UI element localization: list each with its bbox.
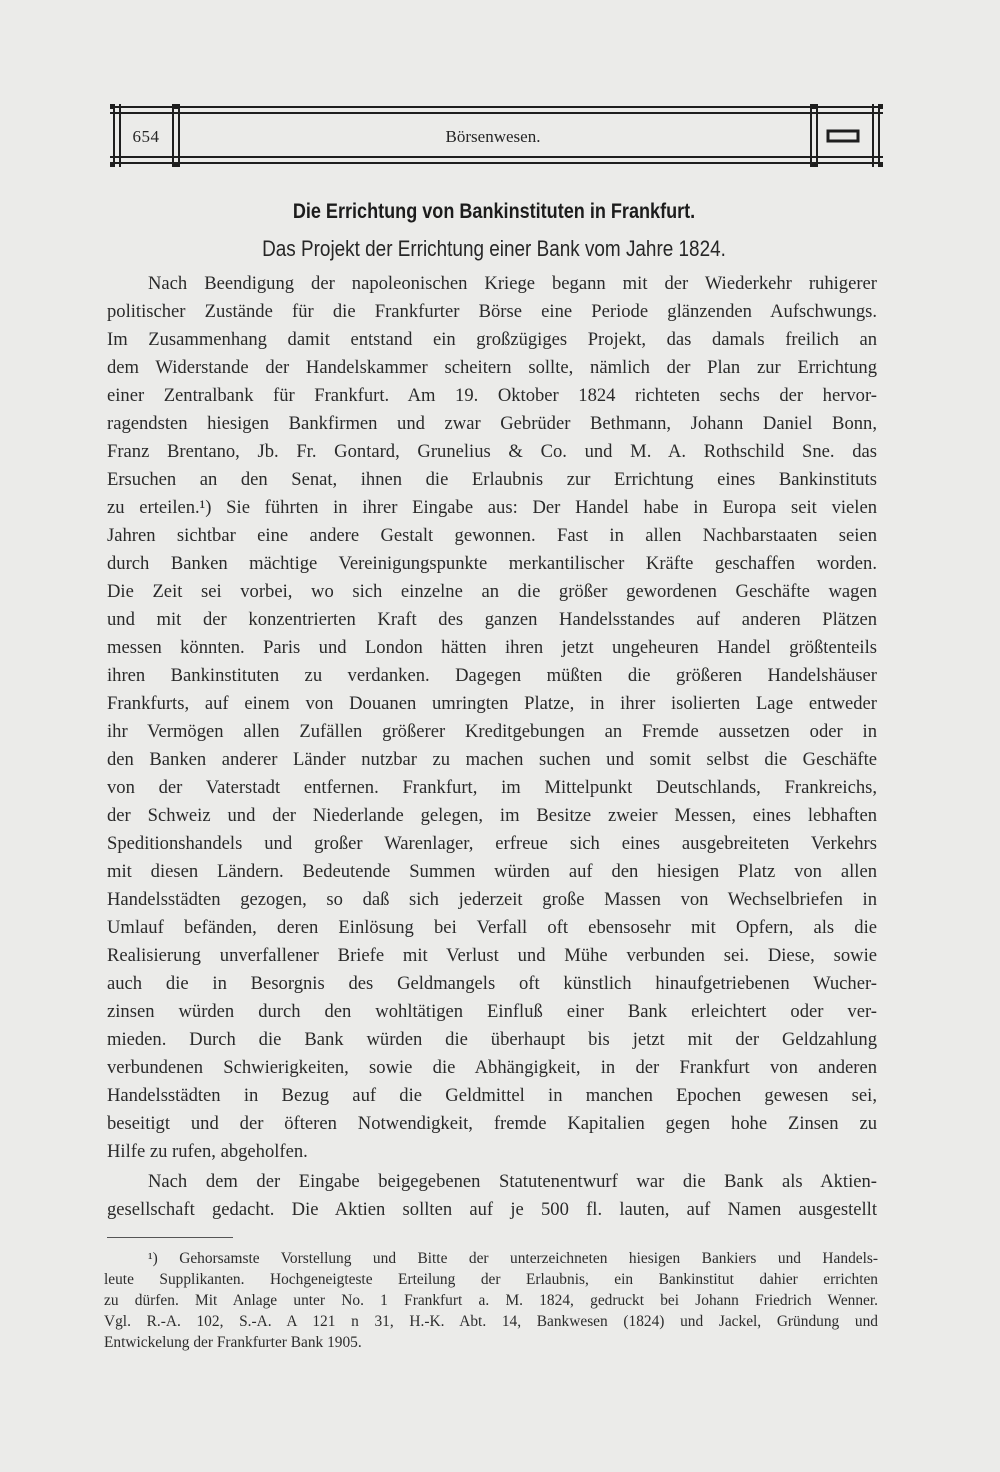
text-line: einer Zentralbank für Frankfurt. Am 19. Oktober 1824 richteten sechs der hervor- [107, 385, 877, 406]
text-line: Nach dem der Eingabe beigegebenen Statutenentwurf war die Bank als Aktien- [148, 1171, 877, 1192]
text-line: durch Banken mächtige Vereinigungspunkte merkantilischer Kräfte geschaffen worden. [107, 553, 877, 574]
text-line: Franz Brentano, Jb. Fr. Gontard, Grunelius & Co. und M. A. Rothschild Sne. das [107, 441, 877, 462]
footnote-line: Entwickelung der Frankfurter Bank 1905. [104, 1334, 362, 1351]
text-line: Hilfe zu rufen, abgeholfen. [107, 1141, 308, 1162]
text-line: auch die in Besorgnis des Geldmangels oft künstlich hinaufgetriebenen Wucher- [107, 973, 877, 994]
text-line: dem Widerstande der Handelskammer scheitern sollte, nämlich der Plan zur Errichtung [107, 357, 877, 378]
text-line: Nach Beendigung der napoleonischen Kriege begann mit der Wiederkehr ruhigerer [148, 273, 877, 294]
text-line: den Banken anderer Länder nutzbar zu machen suchen und somit selbst die Geschäfte [107, 749, 877, 770]
text-line: zinsen würden durch den wohltätigen Einfluß einer Bank erleichtert oder ver- [107, 1001, 877, 1022]
section-subtitle: Das Projekt der Errichtung einer Bank vom Jahre 1824. [262, 236, 726, 261]
text-line: verbundenen Schwierigkeiten, sowie die Abhängigkeit, in der Frankfurt von anderen [107, 1057, 877, 1078]
footnote-rule [107, 1237, 233, 1238]
page-number: 654 [132, 127, 160, 146]
text-line: Handelsstädten in Bezug auf die Geldmittel in manchen Epochen gewesen sei, [107, 1085, 877, 1106]
text-line: ihren Bankinstituten zu verdanken. Dagegen müßten die größeren Handelshäuser [107, 665, 877, 686]
text-line: ragendsten hiesigen Bankfirmen und zwar Gebrüder Bethmann, Johann Daniel Bonn, [107, 413, 877, 434]
text-line: und mit der konzentrierten Kraft des ganzen Handelsstandes auf anderen Plätzen [107, 609, 877, 630]
running-head: Börsenwesen. [445, 127, 541, 146]
text-line: gesellschaft gedacht. Die Aktien sollten auf je 500 fl. lauten, auf Namen ausgestellt [107, 1199, 877, 1220]
section-title: Die Errichtung von Bankinstituten in Frankfurt. [292, 200, 696, 223]
text-line: mieden. Durch die Bank würden die überhaupt bis jetzt mit der Geldzahlung [107, 1029, 877, 1050]
footnote-line: Vgl. R.-A. 102, S.-A. A 121 n 31, H.-K. Abt. 14, Bankwesen (1824) und Jackel, Gründung und [104, 1313, 878, 1330]
text-line: der Schweiz und der Niederlande gelegen, im Besitze zweier Messen, eines lebhaften [107, 805, 877, 826]
footnote-line: zu dürfen. Mit Anlage unter No. 1 Frankfurt a. M. 1824, gedruckt bei Johann Friedrich Wenner. [104, 1292, 878, 1309]
text-line: Ersuchen an den Senat, ihnen die Erlaubnis zur Errichtung eines Bankinstituts [107, 469, 877, 490]
text-line: politischer Zustände für die Frankfurter Börse eine Periode glänzenden Aufschwungs. [107, 301, 877, 322]
footnote-line: ¹) Gehorsamste Vorstellung und Bitte der unterzeichneten hiesigen Bankiers und Handels- [148, 1250, 878, 1267]
text-line: Realisierung unverfallener Briefe mit Verlust und Mühe verbunden sei. Diese, sowie [107, 945, 877, 966]
text-line: Umlauf befänden, deren Einlösung bei Verfall oft ebensosehr mit Opfern, als die [107, 917, 877, 938]
text-line: Speditionshandels und großer Warenlager, erfreue sich eines ausgebreiteten Verkehrs [107, 833, 877, 854]
text-line: Handelsstädten gezogen, so daß sich jederzeit große Massen von Wechselbriefen in [107, 889, 877, 910]
footnote-line: leute Supplikanten. Hochgeneigteste Erteilung der Erlaubnis, ein Bankinstitut dahier errichten [104, 1271, 878, 1288]
text-line: messen könnten. Paris und London hätten ihren jetzt ungeheuren Handel größtenteils [107, 637, 877, 658]
text-line: von der Vaterstadt entfernen. Frankfurt, im Mittelpunkt Deutschlands, Frankreichs, [107, 777, 877, 798]
text-line: zu erteilen.¹) Sie führten in ihrer Eingabe aus: Der Handel habe in Europa seit vielen [107, 497, 877, 518]
text-line: Im Zusammenhang damit entstand ein großzügiges Projekt, das damals freilich an [107, 329, 877, 350]
text-line: beseitigt und der öfteren Notwendigkeit, fremde Kapitalien gegen hohe Zinsen zu [107, 1113, 877, 1134]
text-line: mit diesen Ländern. Bedeutende Summen würden auf den hiesigen Platz von allen [107, 861, 877, 882]
text-line: Frankfurts, auf einem von Douanen umringten Platze, in ihrer isolierten Lage entweder [107, 693, 877, 714]
text-line: Die Zeit sei vorbei, wo sich einzelne an die größer gewordenen Geschäfte wagen [107, 581, 877, 602]
text-line: ihr Vermögen allen Zufällen größerer Kreditgebungen an Fremde aussetzen oder in [107, 721, 877, 742]
text-line: Jahren sichtbar eine andere Gestalt gewonnen. Fast in allen Nachbarstaaten seien [107, 525, 877, 546]
